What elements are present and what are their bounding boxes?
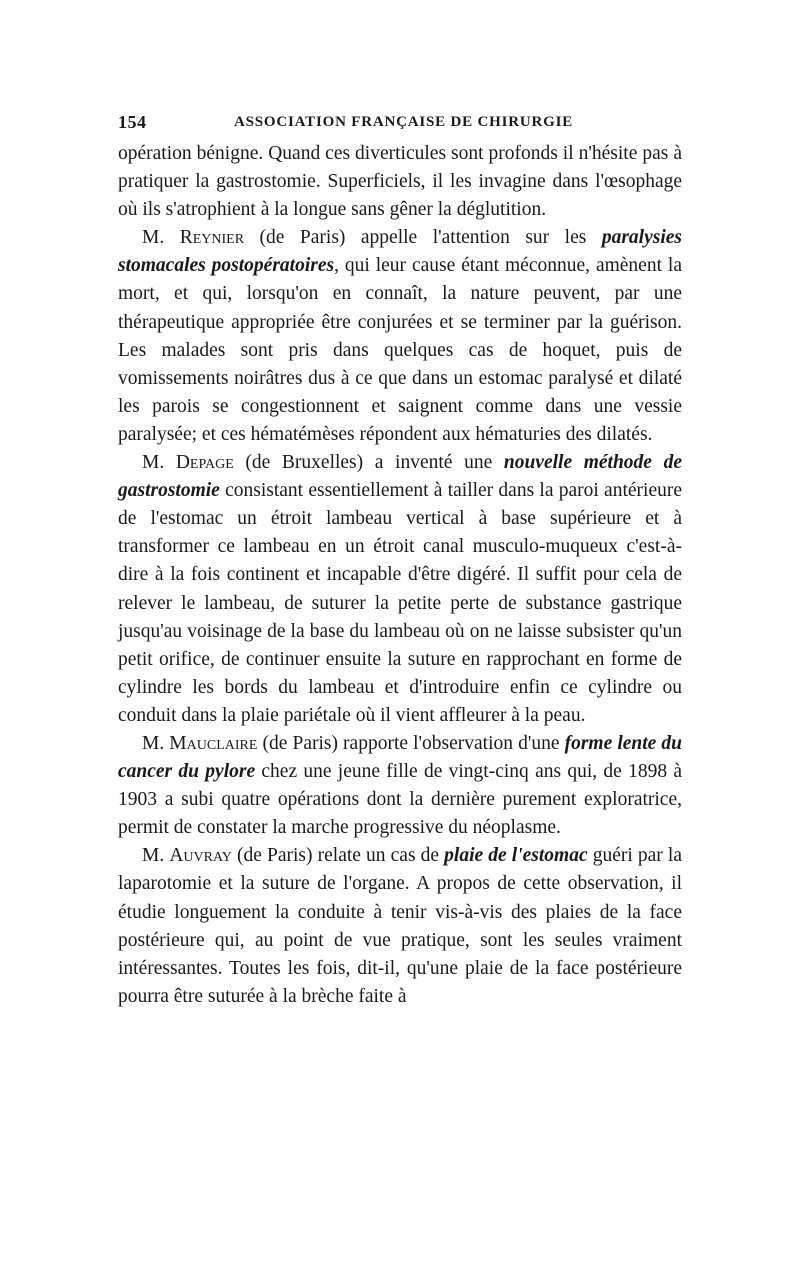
topic-emphasis: plaie de l'estomac	[444, 845, 588, 867]
paragraph-mauclaire	[118, 730, 682, 842]
name-prefix: M.	[142, 845, 170, 867]
topic-emphasis: forme lente du cancer du pylore	[118, 732, 682, 783]
paragraph-text: (de Paris) appelle l'attention sur les	[244, 227, 602, 249]
running-title: ASSOCIATION FRANÇAISE DE CHIRURGIE	[234, 114, 574, 130]
author-name: Auvray	[169, 845, 232, 867]
paragraph-reynier	[118, 224, 682, 449]
topic-emphasis: paralysies stomacales postopératoires	[118, 227, 682, 277]
paragraph-text: chez une jeune fille de vingt-cinq ans qui, de 1898 à 1903 a subi quatre opérations dont la dernière purement exploratrice, permit de constater la marche progressive du néoplasme.	[118, 761, 683, 839]
paragraph-depage	[118, 449, 682, 730]
paragraph-text: guéri par la laparotomie et la suture de l'organe. A propos de cette observation, il étudie longuement la conduite à tenir vis-à-vis des plaies de la face postérieure qui, au point de vue pratique, sont les seules vraiment intéressantes. Toutes les fois, dit-il, qu'une plaie de la face postérieure pourra être suturée à la brèche faite à	[118, 845, 682, 1007]
page-header	[118, 112, 682, 140]
author-name: Depage	[175, 452, 234, 474]
paragraph-text: opération bénigne. Quand ces diverticules sont profonds il n'hésite pas à pratiquer la gastrostomie. Superficiels, il les invagine dans l'œsophage où ils s'atrophient à la longue sans gêner la déglutition.	[118, 143, 682, 221]
paragraph-text: (de Paris) relate un cas de	[231, 845, 445, 867]
name-prefix: M.	[142, 452, 176, 474]
paragraph-auvray	[118, 842, 682, 1011]
author-name: Reynier	[179, 227, 245, 249]
name-prefix: M.	[142, 227, 180, 249]
page-number: 154	[118, 112, 147, 132]
paragraph-text: consistant essentiellement à tailler dans la paroi antérieure de l'estomac un étroit lambeau vertical à base supérieure et à transformer ce lambeau en un étroit canal musculo-muqueux c'est-à-dire à la fois continent et incapable d'être digéré. Il suffit pour cela de relever le lambeau, de suturer la petite perte de substance gastrique jusqu'au voisinage de la base du lambeau où on ne laisse subsister qu'un petit orifice, de continuer ensuite la suture en rapprochant en forme de cylindre les bords du lambeau et d'introduire enfin ce cylindre ou conduit dans la plaie pariétale où il vient affleurer à la peau.	[118, 480, 682, 726]
book-page	[118, 112, 682, 1011]
paragraph-text: (de Paris) rapporte l'observation d'une	[257, 732, 565, 754]
body-text	[118, 140, 682, 1011]
paragraph-text: (de Bruxelles) a inventé une	[233, 452, 504, 474]
name-prefix: M.	[142, 732, 170, 754]
author-name: Mauclaire	[169, 732, 258, 754]
topic-emphasis: nouvelle méthode de gastrostomie	[118, 452, 682, 502]
paragraph-diverticules	[118, 140, 682, 224]
paragraph-text: , qui leur cause étant méconnue, amènent la mort, et qui, lorsqu'on en connaît, la nature peuvent, par une thérapeutique appropriée être conjurées et se terminer par la guérison. Les malades sont pris dans quelques cas de hoquet, puis de vomissements noirâtres dus à ce que dans un estomac paralysé et dilaté les parois se congestionnent et saignent comme dans une vessie paralysée; et ces hématémèses répondent aux hématuries des dilatés.	[118, 255, 682, 445]
